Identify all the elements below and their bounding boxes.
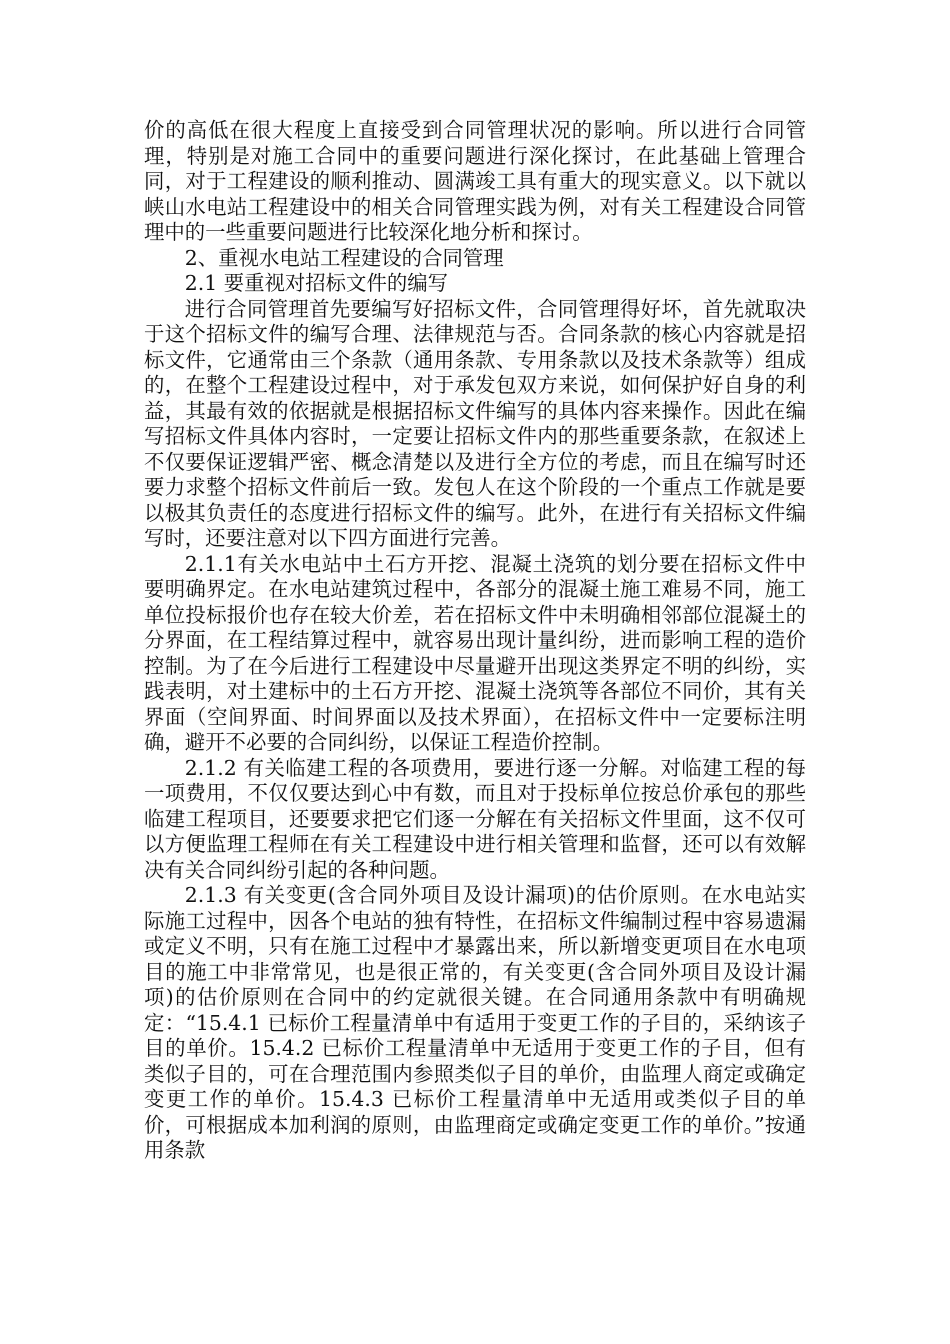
section-heading-2: 2、重视水电站工程建设的合同管理 — [184, 245, 504, 270]
subsection-heading-2-1: 2.1 要重视对招标文件的编写 — [184, 271, 449, 295]
paragraph-2-1-3: 2.1.3 有关变更(含合同外项目及设计漏项)的估价原则。在水电站实际施工过程中，因各个电站的独有特性，在招标文件编制过程中容易遗漏或定义不明，只有在施工过程中才暴露出来，所以新增变更项目在水电项目的施工中非常常见，也是很正常的，有关变更(含合同外项目及设计漏项)的估价原则在合同中的约定就很关键。在合同通用条款中有明确规定：“15.4.1 已标价工程量清单中有适用于变更工作的子目的，采纳该子目的单价。15.4.2 已标价工程量清单中无适用于变更工作的子目，但有类似子目的，可在合理范围内参照类似子目的单价，由监理人商定或确定变更工作的单价。15.4.3 已标价工程量清单中无适用或类似子目的单价，可根据成本加利润的原则，由监理商定或确定变更工作的单价。”按通用条款 — [144, 883, 806, 1162]
paragraph-2-1-1: 2.1.1有关水电站中土石方开挖、混凝土浇筑的划分要在招标文件中要明确界定。在水电站建筑过程中，各部分的混凝土施工难易不同，施工单位投标报价也存在较大价差，若在招标文件中未明确相邻部位混凝土的分界面，在工程结算过程中，就容易出现计量纠纷，进而影响工程的造价控制。为了在今后进行工程建设中尽量避开出现这类界定不明的纠纷，实践表明，对土建标中的土石方开挖、混凝土浇筑等各部位不同价，其有关界面（空间界面、时间界面以及技术界面），在招标文件中一定要标注明确，避开不必要的合同纠纷，以保证工程造价控制。 — [144, 551, 806, 754]
paragraph-bidding-documents: 进行合同管理首先要编写好招标文件，合同管理得好坏，首先就取决于这个招标文件的编写合理、法律规范与否。合同条款的核心内容就是招标文件，它通常由三个条款（通用条款、专用条款以及技术条款等）组成的，在整个工程建设过程中，对于承发包双方来说，如何保护好自身的利益，其最有效的依据就是根据招标文件编写的具体内容来操作。因此在编写招标文件具体内容时，一定要让招标文件内的那些重要条款，在叙述上不仅要保证逻辑严密、概念清楚以及进行全方位的考虑，而且在编写时还要力求整个招标文件前后一致。发包人在这个阶段的一个重点工作就是要以极其负责任的态度进行招标文件的编写。此外，在进行有关招标文件编写时，还要注意对以下四方面进行完善。 — [144, 296, 806, 550]
document-body — [144, 118, 806, 1164]
paragraph-contract-impact: 价的高低在很大程度上直接受到合同管理状况的影响。所以进行合同管理，特别是对施工合同中的重要问题进行深化探讨，在此基础上管理合同，对于工程建设的顺利推动、圆满竣工具有重大的现实意义。以下就以峡山水电站工程建设中的相关合同管理实践为例，对有关工程建设合同管理中的一些重要问题进行比较深化地分析和探讨。 — [144, 118, 806, 244]
paragraph-2-1-2: 2.1.2 有关临建工程的各项费用，要进行逐一分解。对临建工程的每一项费用，不仅仅要达到心中有数，而且对于投标单位按总价承包的那些临建工程项目，还要要求把它们逐一分解在有关招标文件里面，这不仅可以方便监理工程师在有关工程建设中进行相关管理和监督，还可以有效解决有关合同纠纷引起的各种问题。 — [144, 755, 806, 882]
